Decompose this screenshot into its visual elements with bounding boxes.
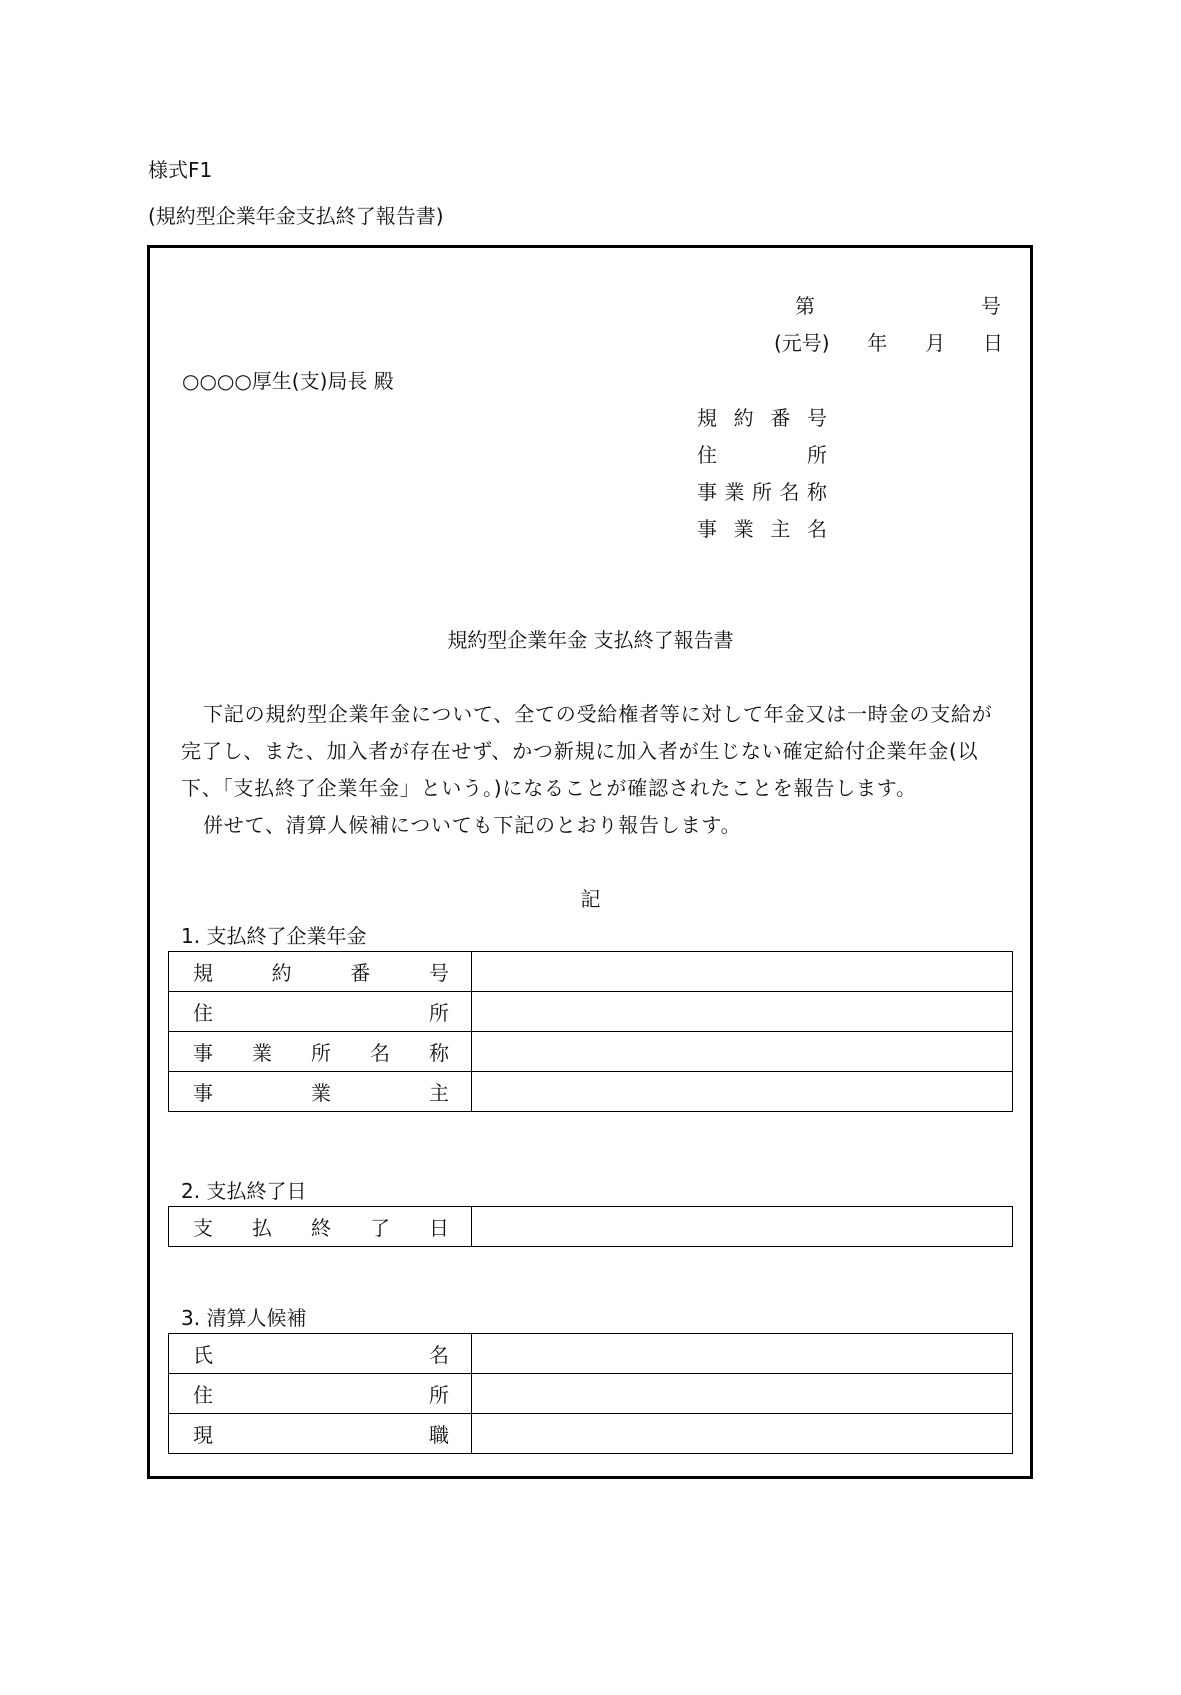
form-frame [147, 245, 1033, 1479]
sender-field-office-name: 事 業 所 名 称 [697, 480, 827, 504]
office-name-field[interactable] [472, 1032, 1013, 1072]
date-day: 日 [983, 331, 1003, 355]
liquidator-occupation-field[interactable] [472, 1414, 1013, 1454]
row-label: 氏 名 [169, 1334, 472, 1374]
sender-field-employer-name: 事 業 主 名 [697, 517, 827, 541]
table-row [169, 1207, 1013, 1247]
table-row [169, 1374, 1013, 1414]
table-row [169, 1072, 1013, 1112]
section-2-heading: 2. 支払終了日 [181, 1179, 307, 1203]
document-number-suffix: 号 [981, 294, 1001, 318]
document-title: 規約型企業年金 支払終了報告書 [447, 628, 734, 652]
row-label: 事 業 主 [169, 1072, 472, 1112]
form-id: 様式F1 [148, 158, 213, 182]
sender-field-address: 住 所 [697, 443, 827, 467]
plan-number-field[interactable] [472, 952, 1013, 992]
table-row [169, 1032, 1013, 1072]
date-year: 年 [867, 331, 888, 355]
liquidator-address-field[interactable] [472, 1374, 1013, 1414]
employer-field[interactable] [472, 1072, 1013, 1112]
section-1-heading: 1. 支払終了企業年金 [181, 924, 367, 948]
sender-field-plan-number: 規 約 番 号 [697, 406, 827, 430]
section-1-table [168, 951, 1013, 1112]
section-3-heading: 3. 清算人候補 [181, 1306, 307, 1330]
section-2-table [168, 1206, 1013, 1247]
payment-end-date-field[interactable] [472, 1207, 1013, 1247]
row-label: 規 約 番 号 [169, 952, 472, 992]
row-label: 現 職 [169, 1414, 472, 1454]
table-row [169, 952, 1013, 992]
row-label: 住 所 [169, 1374, 472, 1414]
table-row [169, 1414, 1013, 1454]
date-era: (元号) [774, 331, 830, 355]
row-label: 住 所 [169, 992, 472, 1032]
row-label: 事 業 所 名 称 [169, 1032, 472, 1072]
row-label: 支 払 終 了 日 [169, 1207, 472, 1247]
document-number-prefix: 第 [795, 294, 815, 318]
body-text [181, 696, 1005, 844]
document-date [774, 327, 1003, 356]
body-paragraph-1: 下記の規約型企業年金について、全ての受給権者等に対して年金又は一時金の支給が完了し、また、加入者が存在せず、かつ新規に加入者が生じない確定給付企業年金(以下、「支払終了企業年金」という。)になることが確認されたことを報告します。 [181, 702, 993, 800]
addressee: ○○○○厚生(支)局長 殿 [182, 369, 394, 393]
section-3-table [168, 1333, 1013, 1454]
table-row [169, 992, 1013, 1032]
body-paragraph-2: 併せて、清算人候補についても下記のとおり報告します。 [203, 813, 742, 837]
liquidator-name-field[interactable] [472, 1334, 1013, 1374]
address-field[interactable] [472, 992, 1013, 1032]
date-month: 月 [925, 331, 946, 355]
form-subtitle: (規約型企業年金支払終了報告書) [148, 204, 444, 228]
ki-heading: 記 [580, 887, 601, 911]
table-row [169, 1334, 1013, 1374]
